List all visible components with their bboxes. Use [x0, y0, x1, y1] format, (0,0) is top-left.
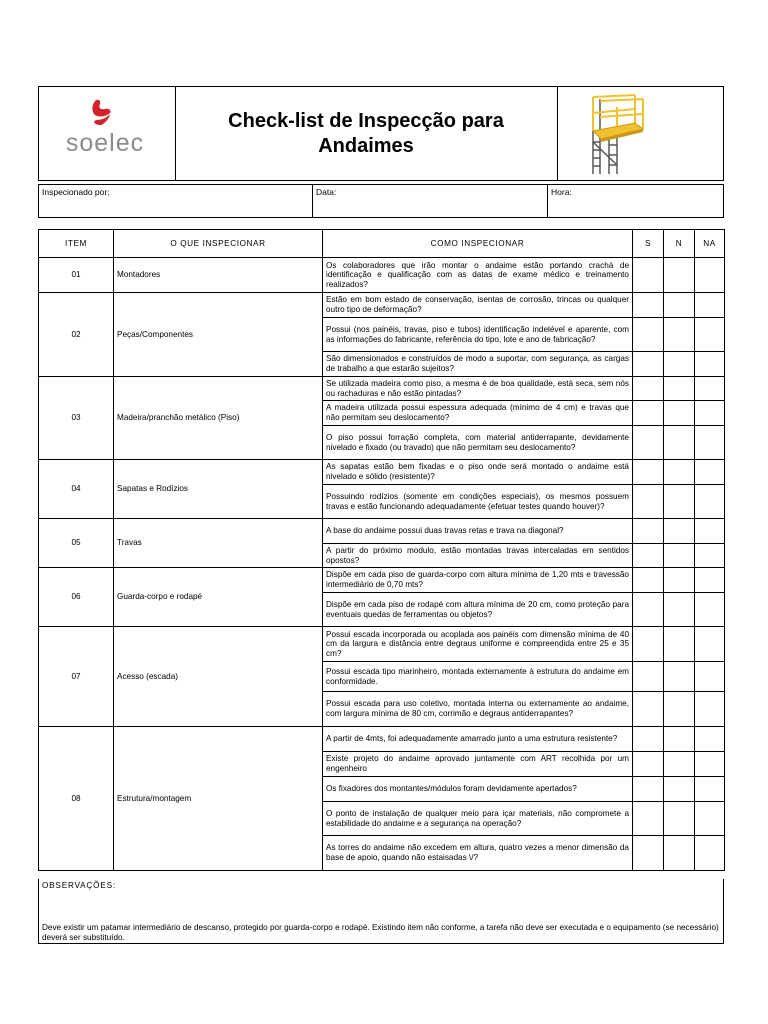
observations-note: Deve existir um patamar intermediário de descanso, protegido por guarda-corpo e rodapé. Existindo item não conforme, a tarefa não deve ser executada e o equipamento (se necessário) deverá ser substituído. [42, 923, 719, 942]
item-number: 08 [39, 727, 114, 871]
answer-cell-na[interactable] [695, 377, 725, 401]
answer-cell-n[interactable] [664, 662, 695, 692]
inspect-criterion: Os fixadores dos montantes/módulos foram devidamente apertados? [323, 777, 633, 802]
answer-cell-n[interactable] [664, 401, 695, 426]
observations-box [38, 879, 724, 944]
scaffold-picture [557, 87, 723, 180]
answer-cell-n[interactable] [664, 519, 695, 544]
answer-cell-n[interactable] [664, 692, 695, 727]
inspect-criterion: Estão em bom estado de conservação, isentas de corrosão, trincas ou qualquer outro tipo de deformação? [323, 293, 633, 318]
answer-cell-na[interactable] [695, 460, 725, 485]
inspect-criterion: Possui escada para uso coletivo, montada interna ou externamente ao andaime, com largura mínima de 80 cm, corrimão e degraus antiderrapantes? [323, 692, 633, 727]
table-header-row [39, 230, 725, 258]
inspect-criterion: Possui escada incorporada ou acoplada aos painéis com dimensão mínima de 40 cm da largura e distância entre degraus uniforme e compreendida entre 25 e 35 cm? [323, 627, 633, 662]
inspect-criterion: Possui (nos painéis, travas, piso e tubos) identificação indelével e aparente, com as informações do fabricante, referência do tipo, lote e ano de fabricação? [323, 318, 633, 352]
answer-cell-s[interactable] [633, 627, 664, 662]
table-row [39, 460, 725, 485]
answer-cell-na[interactable] [695, 692, 725, 727]
inspect-target: Montadores [114, 258, 323, 293]
answer-cell-na[interactable] [695, 258, 725, 293]
answer-cell-na[interactable] [695, 836, 725, 871]
answer-cell-n[interactable] [664, 426, 695, 460]
soelec-logo [39, 87, 176, 180]
answer-cell-n[interactable] [664, 752, 695, 777]
answer-cell-s[interactable] [633, 460, 664, 485]
item-number: 03 [39, 377, 114, 460]
answer-cell-na[interactable] [695, 318, 725, 352]
answer-cell-na[interactable] [695, 485, 725, 519]
table-row [39, 258, 725, 293]
answer-cell-na[interactable] [695, 519, 725, 544]
inspect-criterion: O piso possui forração completa, com material antiderrapante, devidamente nivelado e fixado (ou travado) que não permitam seu deslocamento? [323, 426, 633, 460]
inspect-criterion: A madeira utilizada possui espessura adequada (mínimo de 4 cm) e travas que não permitam seu deslocamento? [323, 401, 633, 426]
table-row [39, 627, 725, 662]
answer-cell-s[interactable] [633, 802, 664, 836]
page-title: Check-list de Inspecção para Andaimes [228, 109, 504, 157]
answer-cell-s[interactable] [633, 318, 664, 352]
item-number: 01 [39, 258, 114, 293]
date-field[interactable]: Data: [313, 185, 548, 217]
answer-cell-n[interactable] [664, 485, 695, 519]
inspect-criterion: A partir de 4mts, foi adequadamente amarrado junto a uma estrutura resistente? [323, 727, 633, 752]
answer-cell-s[interactable] [633, 293, 664, 318]
item-number: 07 [39, 627, 114, 727]
answer-cell-n[interactable] [664, 727, 695, 752]
inspect-criterion: O ponto de instalação de qualquer meio para içar materiais, não compromete a estabilidade do andaime e a segurança na operação? [323, 802, 633, 836]
inspect-target: Estrutura/montagem [114, 727, 323, 871]
table-row [39, 568, 725, 593]
inspect-criterion: A base do andaime possui duas travas retas e trava na diagonal? [323, 519, 633, 544]
inspect-target: Acesso (escada) [114, 627, 323, 727]
answer-cell-na[interactable] [695, 544, 725, 568]
col-header-s: S [633, 230, 664, 258]
answer-cell-s[interactable] [633, 258, 664, 293]
answer-cell-na[interactable] [695, 662, 725, 692]
table-row [39, 377, 725, 401]
answer-cell-s[interactable] [633, 752, 664, 777]
inspect-target: Madeira/pranchão metálico (Piso) [114, 377, 323, 460]
inspect-criterion: Possuindo rodízios (somente em condições especiais), os mesmos possuem travas e estão funcionando adequadamente (efetuar testes quando houver)? [323, 485, 633, 519]
answer-cell-s[interactable] [633, 544, 664, 568]
inspect-criterion: A partir do próximo modulo, estão montadas travas intercaladas em sentidos opostos? [323, 544, 633, 568]
answer-cell-na[interactable] [695, 752, 725, 777]
answer-cell-na[interactable] [695, 293, 725, 318]
answer-cell-na[interactable] [695, 426, 725, 460]
inspect-criterion: As sapatas estão bem fixadas e o piso onde será montado o andaime está nivelado e sólido (resistente)? [323, 460, 633, 485]
col-header-na: NA [695, 230, 725, 258]
answer-cell-s[interactable] [633, 692, 664, 727]
inspect-criterion: Os colaboradores que irão montar o andaime estão portando crachá de identificação e qualificação com as datas de exame médico e treinamento realizados? [323, 258, 633, 293]
answer-cell-na[interactable] [695, 593, 725, 627]
answer-cell-n[interactable] [664, 293, 695, 318]
answer-cell-s[interactable] [633, 777, 664, 802]
item-number: 04 [39, 460, 114, 519]
answer-cell-n[interactable] [664, 836, 695, 871]
answer-cell-s[interactable] [633, 519, 664, 544]
inspected-by-field[interactable]: Inspecionado por: [39, 185, 313, 217]
answer-cell-n[interactable] [664, 544, 695, 568]
title-cell [175, 87, 558, 180]
answer-cell-s[interactable] [633, 727, 664, 752]
inspect-criterion: Possui escada tipo marinheiro, montada externamente à estrutura do andaime em conformidade. [323, 662, 633, 692]
col-header-what: O QUE INSPECIONAR [114, 230, 323, 258]
table-row [39, 293, 725, 318]
logo-mark-icon [92, 100, 110, 125]
answer-cell-s[interactable] [633, 568, 664, 593]
table-row [39, 519, 725, 544]
inspect-criterion: Dispõe em cada piso de guarda-corpo com altura mínima de 1,20 mts e travessão intermediário de 0,70 mts? [323, 568, 633, 593]
item-number: 06 [39, 568, 114, 627]
answer-cell-n[interactable] [664, 593, 695, 627]
checklist-table [38, 229, 725, 871]
inspect-criterion: As torres do andaime não excedem em altura, quatro vezes a menor dimensão da base de apoio, quando não estaisadas \/? [323, 836, 633, 871]
answer-cell-n[interactable] [664, 568, 695, 593]
inspect-target: Peças/Componentes [114, 293, 323, 377]
inspect-criterion: Existe projeto do andaime aprovado juntamente com ART recolhida por um engenheiro [323, 752, 633, 777]
inspect-target: Travas [114, 519, 323, 568]
document-header [38, 86, 724, 181]
answer-cell-n[interactable] [664, 777, 695, 802]
col-header-how: COMO INSPECIONAR [323, 230, 633, 258]
item-number: 05 [39, 519, 114, 568]
inspect-target: Sapatas e Rodízios [114, 460, 323, 519]
answer-cell-s[interactable] [633, 593, 664, 627]
answer-cell-n[interactable] [664, 460, 695, 485]
checklist-body [39, 258, 725, 871]
logo-text: soelec [65, 129, 145, 157]
time-field[interactable]: Hora: [551, 187, 572, 197]
answer-cell-na[interactable] [695, 802, 725, 836]
observations-title: OBSERVAÇÕES: [42, 881, 116, 890]
answer-cell-s[interactable] [633, 426, 664, 460]
answer-cell-na[interactable] [695, 401, 725, 426]
col-header-n: N [664, 230, 695, 258]
answer-cell-s[interactable] [633, 352, 664, 377]
inspect-criterion: Dispõe em cada piso de rodapé com altura mínima de 20 cm, como proteção para eventuais quedas de ferramentas ou objetos? [323, 593, 633, 627]
answer-cell-na[interactable] [695, 777, 725, 802]
col-header-item: ITEM [39, 230, 114, 258]
inspection-info-row [38, 184, 724, 218]
answer-cell-s[interactable] [633, 836, 664, 871]
answer-cell-n[interactable] [664, 802, 695, 836]
item-number: 02 [39, 293, 114, 377]
inspect-criterion: São dimensionados e construídos de modo a suportar, com segurança, as cargas de trabalho a que estarão sujeitos? [323, 352, 633, 377]
inspect-target: Guarda-corpo e rodapé [114, 568, 323, 627]
answer-cell-n[interactable] [664, 352, 695, 377]
table-row [39, 727, 725, 752]
answer-cell-n[interactable] [664, 258, 695, 293]
answer-cell-na[interactable] [695, 568, 725, 593]
answer-cell-n[interactable] [664, 318, 695, 352]
inspect-criterion: Se utilizada madeira como piso, a mesma é de boa qualidade, está seca, sem nós ou rachaduras e não estão pintadas? [323, 377, 633, 401]
answer-cell-n[interactable] [664, 627, 695, 662]
answer-cell-s[interactable] [633, 377, 664, 401]
answer-cell-s[interactable] [633, 401, 664, 426]
answer-cell-na[interactable] [695, 727, 725, 752]
answer-cell-na[interactable] [695, 627, 725, 662]
answer-cell-s[interactable] [633, 485, 664, 519]
answer-cell-s[interactable] [633, 662, 664, 692]
scaffold-icon [557, 87, 723, 180]
answer-cell-n[interactable] [664, 377, 695, 401]
answer-cell-na[interactable] [695, 352, 725, 377]
